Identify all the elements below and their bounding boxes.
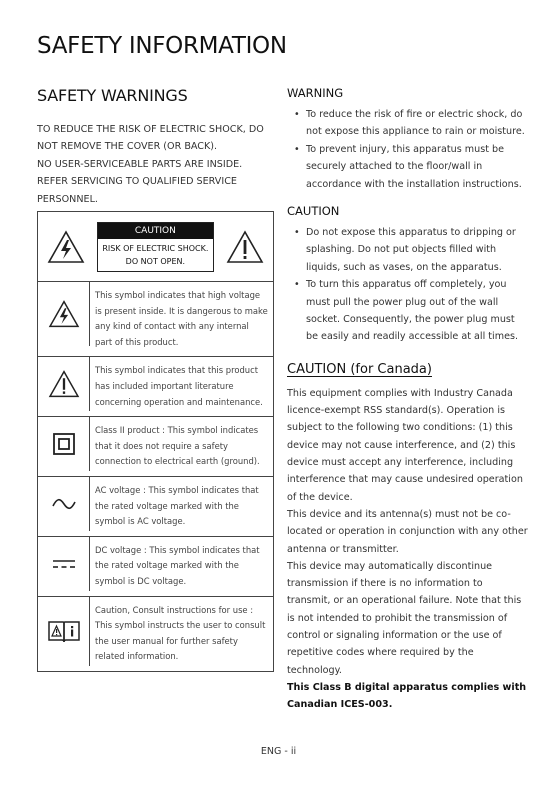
caution-sub-line: DO NOT OPEN. [125, 256, 186, 266]
bullet-line: be easily and readily accessible at all times. [306, 331, 519, 343]
text-line: licence-exempt RSS standard(s). Operation is [287, 405, 505, 417]
ices-compliance-statement [287, 679, 527, 714]
intro-line: NO USER-SERVICEABLE PARTS ARE INSIDE. [37, 158, 243, 170]
symbol-text-line: symbol is AC voltage. [95, 516, 186, 527]
canada-caution-heading: CAUTION (for Canada) [287, 361, 432, 377]
symbol-text-line: related information. [95, 651, 179, 662]
safety-warnings-heading: SAFETY WARNINGS [37, 86, 188, 105]
symbol-text-line: concerning operation and maintenance. [95, 396, 263, 407]
caution-label: CAUTION [98, 223, 213, 239]
symbol-text-line: any kind of contact with any internal [95, 321, 249, 332]
symbol-row [38, 476, 274, 536]
canada-compliance-text [287, 385, 528, 679]
ac-wave-icon [51, 497, 77, 511]
page-number: ENG - ii [260, 746, 297, 757]
symbol-description [90, 597, 273, 671]
symbol-text-line: AC voltage : This symbol indicates that [95, 484, 259, 495]
text-line: This device and its antenna(s) must not be co- [287, 508, 511, 520]
bullet-line: securely attached to the floor/wall in [306, 161, 483, 173]
intro-line: REFER SERVICING TO QUALIFIED SERVICE [37, 176, 237, 188]
text-line: technology. [287, 664, 342, 676]
bullet-line: liquids, such as vases, on the apparatus. [306, 261, 502, 273]
symbol-row [38, 417, 274, 477]
text-line: antenna or transmitter. [287, 543, 399, 555]
symbol-row [38, 357, 274, 417]
warning-item [287, 141, 522, 193]
bullet-line: socket. Consequently, the power plug must [306, 314, 515, 326]
symbol-text-line: Class II product : This symbol indicates [95, 425, 259, 436]
right-column [287, 86, 528, 714]
intro-line: TO REDUCE THE RISK OF ELECTRIC SHOCK, DO [37, 124, 264, 135]
text-line: This device may automatically discontinue [287, 560, 493, 572]
intro-line: PERSONNEL. [37, 193, 98, 205]
bullet-line: splashing. Do not put objects filled with [306, 244, 497, 256]
caution-heading: CAUTION [287, 204, 340, 219]
bullet-line: • Do not expose this apparatus to dripping or [306, 227, 516, 239]
text-line: control or signaling information or the use of [287, 630, 502, 642]
symbol-description [90, 477, 273, 536]
symbol-text-line: the user manual for further safety [95, 635, 238, 646]
bullet-line: must pull the power plug out of the wall [306, 296, 499, 308]
text-line: This Class B digital apparatus complies with [287, 681, 527, 693]
bullet-line: • To reduce the risk of fire or electric shock, do [306, 109, 523, 120]
page-title: SAFETY INFORMATION [37, 33, 287, 59]
symbol-text-line: the rated voltage marked with the [95, 500, 239, 511]
symbol-text-line: connection to electrical earth (ground). [95, 456, 260, 467]
double-square-icon [52, 432, 76, 456]
symbol-text-line: Caution, Consult instructions for use : [95, 604, 254, 615]
symbol-row [38, 282, 274, 357]
lightning-triangle-icon [47, 230, 85, 264]
text-line: device may not cause interference, and (2) this [287, 439, 516, 451]
symbol-description [90, 282, 273, 356]
bullet-line: • To prevent injury, this apparatus must be [306, 143, 504, 155]
text-line: is not intended to prohibit the transmission of [287, 612, 508, 624]
caution-sub-text [98, 239, 213, 271]
bullet-line: accordance with the installation instructions. [306, 178, 522, 190]
symbol-description [90, 537, 273, 596]
exclamation-triangle-icon [226, 230, 264, 264]
bullet-line: not expose this appliance to rain or moisture. [306, 126, 525, 138]
safety-warnings-intro [37, 121, 272, 208]
intro-line: NOT REMOVE THE COVER (OR BACK). [37, 141, 218, 153]
text-line: transmission if there is no information to [287, 578, 483, 590]
symbol-text-line: part of this product. [95, 336, 179, 347]
caution-label-row [38, 212, 274, 282]
text-line: Canadian ICES-003. [287, 699, 393, 711]
warning-heading: WARNING [287, 86, 344, 100]
symbol-text-line: This symbol indicates that high voltage [95, 290, 261, 300]
symbol-text-line: symbol is DC voltage. [95, 575, 187, 586]
symbol-text-line: has included important literature [95, 380, 234, 391]
safety-warnings-section [37, 86, 272, 208]
lightning-triangle-icon [48, 300, 80, 328]
caution-list [287, 224, 522, 346]
caution-label-box [97, 222, 214, 272]
symbol-text-line: DC voltage : This symbol indicates that [95, 544, 260, 555]
text-line: repetitive codes where required by the [287, 647, 474, 659]
symbol-text-line: that it does not require a safety [95, 440, 229, 451]
text-line: of the device. [287, 491, 353, 503]
text-line: subject to the following two conditions: (1) this [287, 422, 513, 434]
warning-list [287, 106, 525, 193]
text-line: device must accept any interference, including [287, 457, 514, 469]
safety-symbols-table [37, 211, 274, 672]
caution-item [287, 224, 522, 276]
symbol-row [38, 536, 274, 596]
symbol-description [90, 417, 273, 476]
symbol-text-line: This symbol instructs the user to consult [95, 620, 266, 631]
manual-info-icon [47, 618, 81, 644]
warning-item [287, 106, 525, 141]
exclamation-triangle-icon [48, 370, 80, 398]
text-line: interference that may cause undesired operation [287, 474, 523, 486]
caution-sub-line: RISK OF ELECTRIC SHOCK. [102, 243, 209, 253]
caution-item [287, 276, 522, 346]
symbol-text-line: the rated voltage marked with the [95, 560, 239, 571]
symbol-description [90, 357, 273, 416]
symbol-text-line: is present inside. It is dangerous to make [95, 305, 268, 316]
text-line: located or operation in conjunction with any other [287, 526, 528, 538]
text-line: transmit, or an operational failure. Note that this [287, 595, 522, 607]
symbol-row [38, 596, 274, 671]
text-line: This equipment complies with Industry Canada [287, 387, 513, 399]
bullet-line: • To turn this apparatus off completely, you [306, 279, 507, 291]
symbol-text-line: This symbol indicates that this product [95, 365, 258, 376]
dc-voltage-icon [51, 558, 77, 570]
